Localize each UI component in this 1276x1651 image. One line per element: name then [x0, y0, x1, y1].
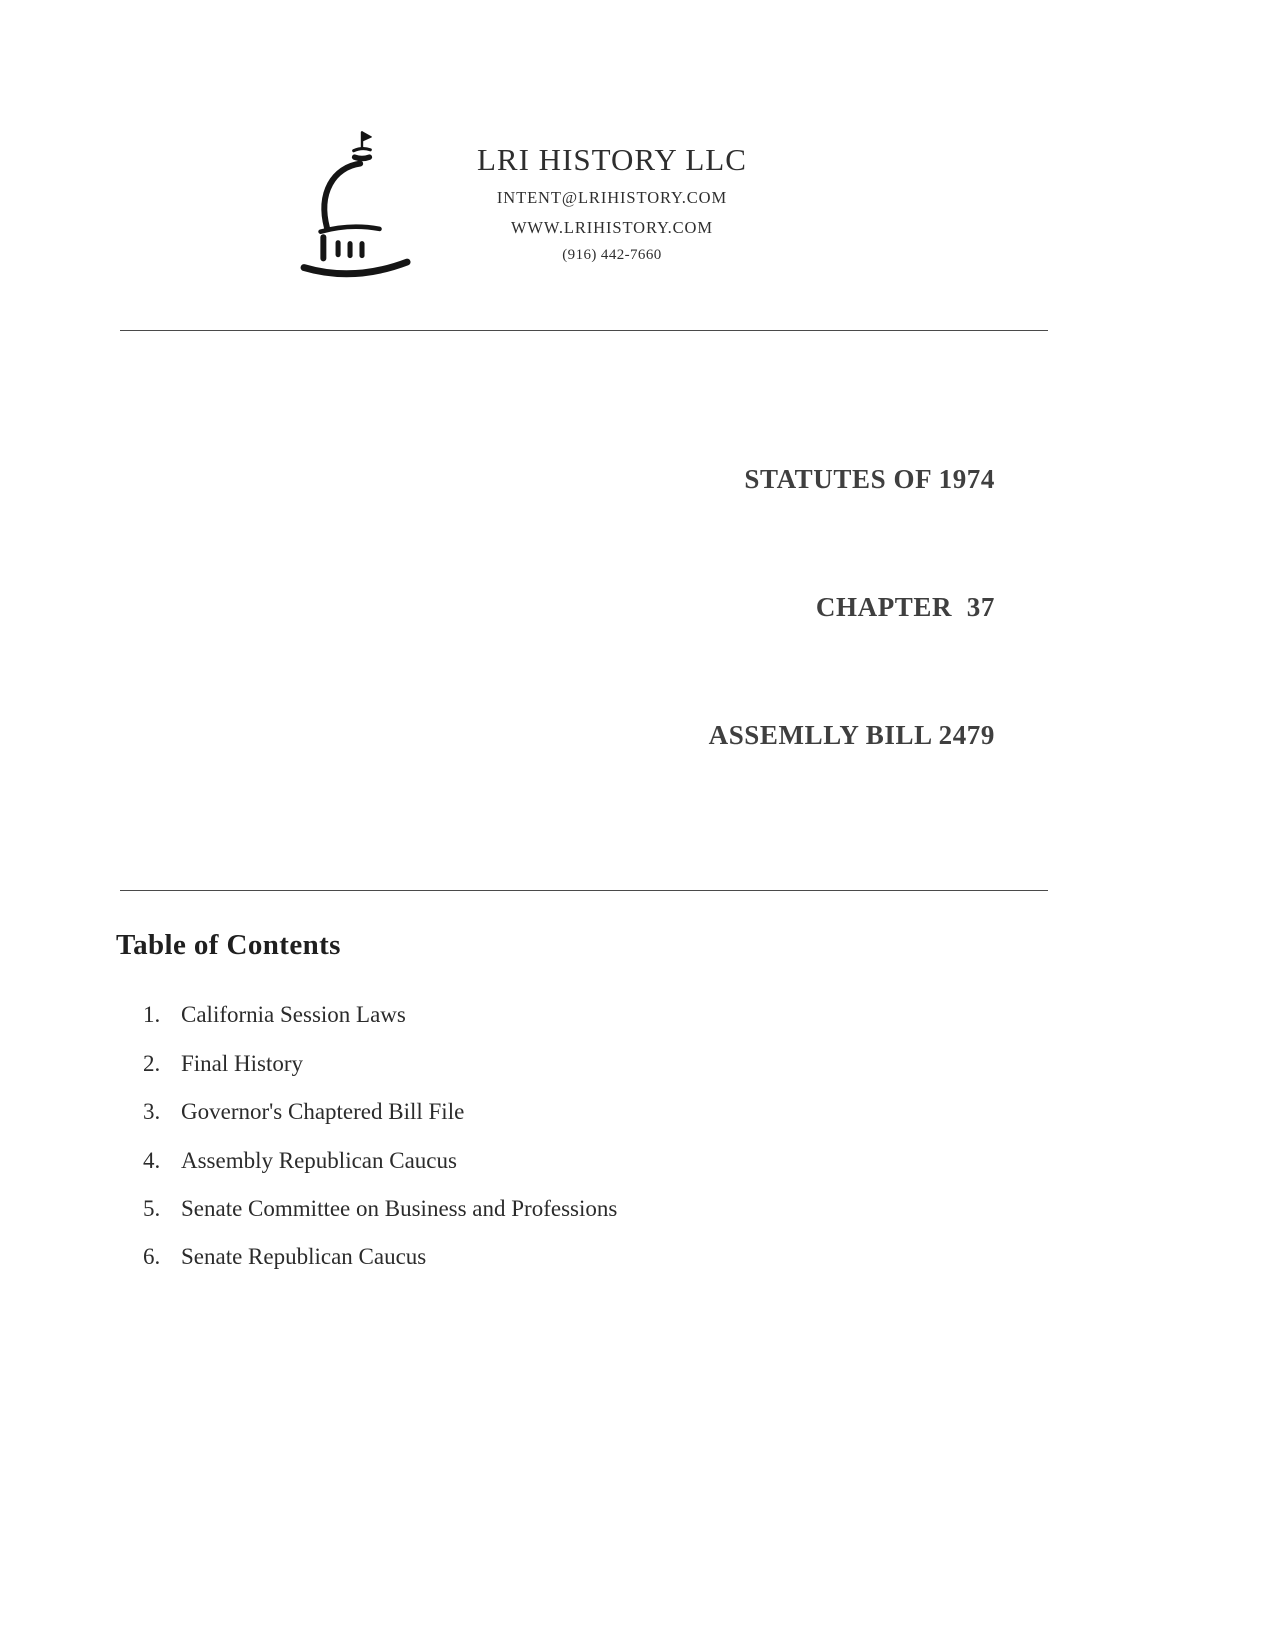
toc-item-label: Senate Committee on Business and Professions [181, 1195, 618, 1221]
statute-line-bill: ASSEMLLY BILL 2479 [708, 720, 995, 751]
toc-item-number: 4. [143, 1147, 161, 1173]
toc-item-label: Governor's Chaptered Bill File [181, 1099, 465, 1125]
toc-item [143, 1148, 1276, 1174]
company-website: WWW.LRIHISTORY.COM [510, 218, 713, 237]
toc-item-label: Senate Republican Caucus [181, 1244, 427, 1270]
toc-item [143, 1002, 1276, 1028]
toc-item-number: 1. [143, 1002, 161, 1028]
toc-item-number: 3. [143, 1099, 161, 1125]
toc-item-number: 6. [143, 1244, 161, 1270]
statute-title-block [0, 373, 995, 842]
top-divider [120, 330, 1048, 331]
toc-item-label: Final History [181, 1050, 304, 1076]
toc-item-label: Assembly Republican Caucus [181, 1147, 457, 1173]
statute-line-chapter: CHAPTER 37 [815, 592, 995, 623]
toc-item [143, 1099, 1276, 1125]
letterhead [0, 0, 1276, 284]
bottom-divider [120, 890, 1048, 891]
company-email: INTENT@LRIHISTORY.COM [496, 188, 728, 207]
statute-line-statutes: STATUTES OF 1974 [744, 464, 995, 495]
toc-item [143, 1244, 1276, 1270]
toc-item-number: 5. [143, 1195, 161, 1221]
toc-heading: Table of Contents [116, 929, 341, 962]
company-phone: (916) 442-7660 [562, 247, 662, 263]
toc-item-label: California Session Laws [181, 1002, 406, 1028]
toc-item-number: 2. [143, 1050, 161, 1076]
toc-item [143, 1196, 1276, 1222]
letterhead-text [477, 142, 747, 264]
toc-item [143, 1051, 1276, 1077]
capitol-dome-logo-icon [293, 126, 431, 284]
toc-list [143, 1002, 1276, 1271]
company-name: LRI HISTORY LLC [477, 142, 747, 177]
